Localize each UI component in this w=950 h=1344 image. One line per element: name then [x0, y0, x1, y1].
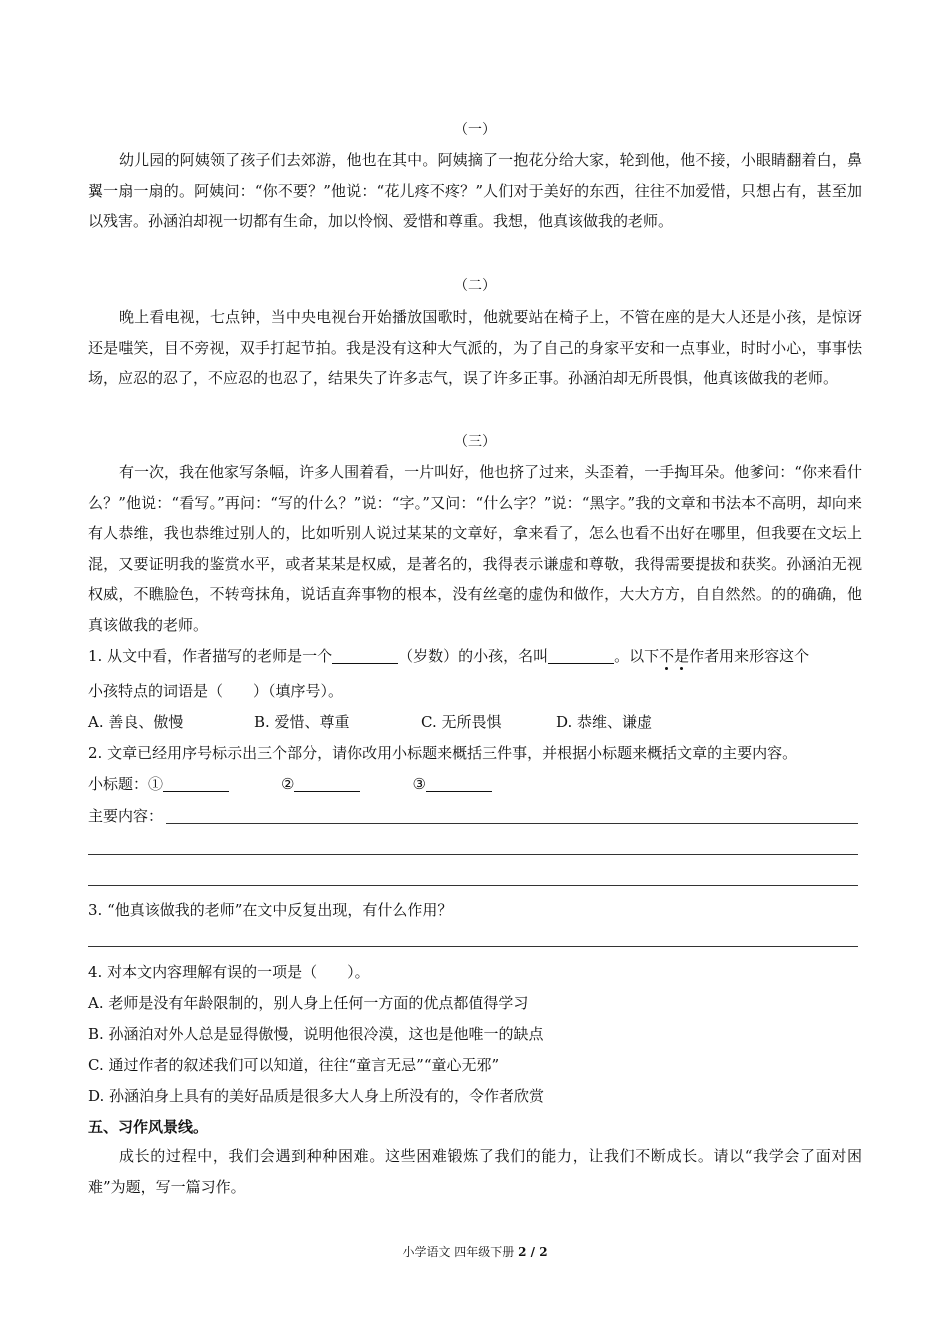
section-3-title: （三）	[454, 434, 496, 450]
q1-option-b[interactable]: B. 爱惜、尊重	[254, 713, 350, 731]
question-4-stem: 4. 对本文内容理解有误的一项是（ ）。	[88, 963, 370, 981]
question-2-main-label: 主要内容：	[88, 807, 164, 825]
q2-subtitle-blank-1[interactable]	[163, 775, 229, 792]
q4-option-a[interactable]: A. 老师是没有年龄限制的，别人身上任何一方面的优点都值得学习	[88, 994, 529, 1012]
q1-option-d[interactable]: D. 恭维、谦虚	[556, 713, 653, 731]
writing-prompt: 成长的过程中，我们会遇到种种困难。这些困难锻炼了我们的能力，让我们不断成长。请以“我学会了面对困难”为题，写一篇习作。	[88, 1147, 862, 1196]
q1-name-blank[interactable]	[548, 647, 614, 664]
q1-text-c: 。以下	[614, 647, 660, 665]
q4-option-c[interactable]: C. 通过作者的叙述我们可以知道，往往“童言无忌”“童心无邪”	[88, 1056, 500, 1074]
q2-subtitle-label: 小标题：	[88, 775, 149, 793]
section-3-text: 有一次，我在他家写条幅，许多人围着看，一片叫好，他也挤了过来，头歪着，一手掏耳朵。他爹问：“你来看什么？”他说：“看写。”再问：“写的什么？”说：“字。”又问：“什么字？”说：“黑字。”我的文章和书法本不高明，却向来有人恭维，我也恭维过别人的，比如听别人说过某某的文章好，拿来看了，怎么也看不出好在哪里，但我要在文坛上混，又要证明我的鉴赏水平，或者某某是权威，是著名的，我得表示谦虚和尊敬，我得需要提拔和获奖。孙涵泊无视权威，不瞧脸色，不转弯抹角，说话直奔事物的根本，没有丝毫的虚伪和做作，大大方方，自自然然。的的确确，他真该做我的老师。	[88, 463, 862, 634]
q2-answer-line-3[interactable]	[88, 885, 858, 886]
question-1-line-2: 小孩特点的词语是（ ）（填序号）。	[88, 682, 344, 700]
question-1-line-1	[88, 644, 809, 668]
section-1-text: 幼儿园的阿姨领了孩子们去郊游，他也在其中。阿姨摘了一抱花分给大家，轮到他，他不接，小眼睛翻着白，鼻翼一扇一扇的。阿姨问：“你不要？”他说：“花儿疼不疼？”人们对于美好的东西，往往不加爱惜，只想占有，甚至加以残害。孙涵泊却视一切都有生命，加以怜悯、爱惜和尊重。我想，他真该做我的老师。	[88, 151, 862, 230]
q2-subtitle-blank-3[interactable]	[426, 775, 492, 792]
footer-subject: 小学语文 四年级下册	[402, 1245, 515, 1259]
q3-answer-line[interactable]	[88, 946, 858, 947]
question-2-stem: 2. 文章已经用序号标示出三个部分，请你改用小标题来概括三件事，并根据小标题来概括文章的主要内容。	[88, 744, 798, 762]
q2-mark-2: ②	[281, 775, 295, 793]
section-1-title: （一）	[454, 122, 496, 138]
q2-subtitle-blank-2[interactable]	[294, 775, 360, 792]
section-2-title: （二）	[454, 278, 496, 294]
q2-mark-3: ③	[412, 775, 426, 793]
q2-answer-line-1[interactable]	[166, 823, 858, 824]
q2-answer-line-2[interactable]	[88, 854, 858, 855]
writing-heading: 五、习作风景线。	[88, 1118, 209, 1136]
section-2-text: 晚上看电视，七点钟，当中央电视台开始播放国歌时，他就要站在椅子上，不管在座的是大人还是小孩，是惊讶还是嗤笑，目不旁视，双手打起节拍。我是没有这种大气派的，为了自己的身家平安和一点事业，时时小心，事事怯场，应忍的忍了，不应忍的也忍了，结果失了许多志气，误了许多正事。孙涵泊却无所畏惧，他真该做我的老师。	[88, 308, 862, 387]
q1-text-a: 1. 从文中看，作者描写的老师是一个	[88, 647, 333, 665]
footer-page-number: 2 / 2	[518, 1245, 548, 1259]
question-2-subtitles	[88, 772, 588, 796]
q4-option-d[interactable]: D. 孙涵泊身上具有的美好品质是很多大人身上所没有的，令作者欣赏	[88, 1087, 545, 1105]
q1-text-b: （岁数）的小孩，名叫	[398, 647, 549, 665]
q2-mark-1: ①	[148, 775, 164, 793]
q4-option-b[interactable]: B. 孙涵泊对外人总是显得傲慢，说明他很冷漠，这也是他唯一的缺点	[88, 1025, 544, 1043]
q1-option-c[interactable]: C. 无所畏惧	[421, 713, 502, 731]
q1-text-d: 作者用来形容这个	[689, 647, 810, 665]
q1-emphasis-char-1: 不	[659, 647, 675, 665]
q1-option-a[interactable]: A. 善良、傲慢	[88, 713, 184, 731]
q1-emphasis-char-2: 是	[674, 647, 690, 665]
q1-age-blank[interactable]	[332, 647, 398, 664]
page-footer	[0, 1243, 950, 1260]
question-3-stem: 3. “他真该做我的老师”在文中反复出现，有什么作用？	[88, 901, 453, 919]
